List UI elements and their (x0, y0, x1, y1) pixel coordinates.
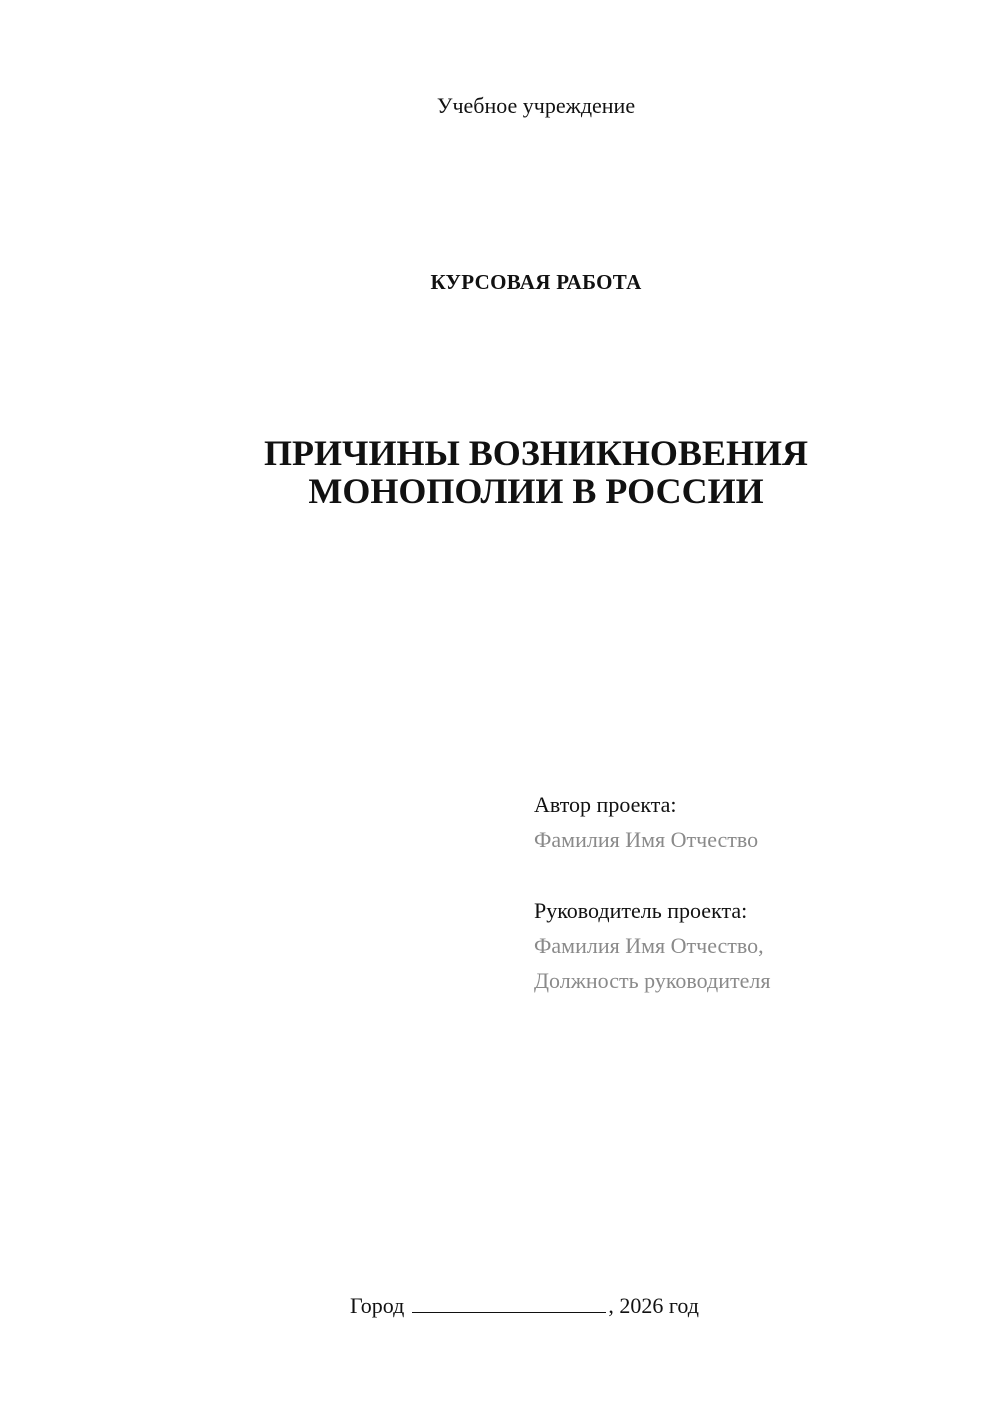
work-type-heading: КУРСОВАЯ РАБОТА (430, 270, 642, 294)
supervisor-name-placeholder: Фамилия Имя Отчество, (534, 933, 764, 958)
city-year-line (350, 1290, 910, 1320)
title-line-2: МОНОПОЛИИ В РОССИИ (308, 471, 764, 511)
author-name-placeholder: Фамилия Имя Отчество (534, 827, 759, 852)
credits-spacer (534, 857, 974, 893)
city-label: Город (350, 1293, 405, 1318)
document-title (0, 434, 1000, 510)
supervisor-position-placeholder: Должность руководителя (534, 968, 771, 993)
year-text: , 2026 год (608, 1293, 699, 1318)
institution-name: Учебное учреждение (436, 93, 636, 118)
city-blank-line (412, 1290, 606, 1313)
author-label: Автор проекта: (534, 792, 677, 817)
supervisor-label: Руководитель проекта: (534, 898, 748, 923)
title-line-1: ПРИЧИНЫ ВОЗНИКНОВЕНИЯ (264, 433, 808, 473)
credits-block (534, 787, 974, 998)
